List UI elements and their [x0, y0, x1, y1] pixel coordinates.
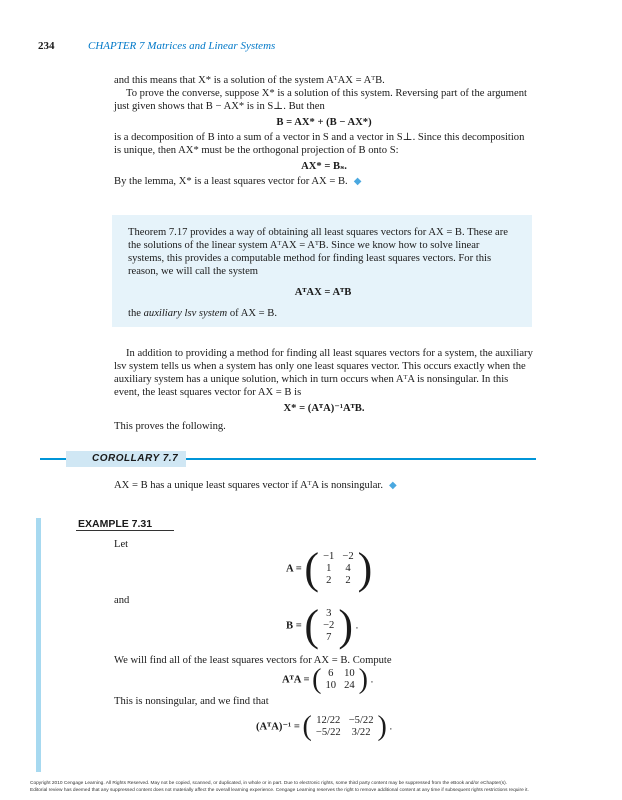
- matrix-B-label: B =: [286, 620, 302, 632]
- after-text-2: This proves the following.: [114, 421, 226, 432]
- matrix-ATA-block: AᵀA = ( 6 10 10 24 ) .: [282, 664, 374, 695]
- corollary-statement: [114, 479, 534, 492]
- note-equation: AᵀAX = AᵀB: [294, 287, 352, 298]
- proof-line-2: To prove the converse, suppose X* is a solution of this system. Reversing part of the argument just given shows that B − AX* is in S⊥. But then: [114, 88, 527, 112]
- matrix-inverse-entry: 3/22: [351, 727, 371, 738]
- matrix-ATA-entry: 10: [325, 680, 337, 691]
- corollary-bar: [40, 451, 536, 467]
- note-text-2: [128, 307, 518, 320]
- matrix-A-entry: −1: [323, 551, 335, 562]
- footer-line-1: Copyright 2010 Cengage Learning. All Rights Reserved. May not be copied, scanned, or duplicated, in whole or in part. Due to electronic rights, some third party content may be suppressed from the eBook and/or eChapter(s).: [30, 781, 508, 786]
- matrix-ATA-entry: 10: [344, 668, 355, 679]
- corollary-rule-left: [40, 458, 66, 460]
- matrix-B-row: [319, 608, 338, 620]
- note-text-2-suffix: of AX = B.: [229, 308, 278, 319]
- footer-line-2: Editorial review has deemed that any suppressed content does not materially affect the overall learning experience. Cengage Learning reserves the right to remove additional content at any time if subsequent rights restrictions require it.: [30, 788, 529, 793]
- matrix-ATA: ( 6 10 10 24 ): [312, 664, 368, 695]
- after-text-1: In addition to providing a method for finding all least squares vectors for a system, the auxiliary lsv system tells us when a system has only one least squares vector. This occurs exactly when the auxiliary system has a unique solution, which in turn occurs when AᵀA is nonsingular. In this event, the least squares vector for AX = B is: [114, 348, 533, 398]
- proof-line-4-text: By the lemma, X* is a least squares vector for AX = B.: [114, 176, 348, 187]
- matrix-inverse-entry: 12/22: [316, 715, 341, 726]
- matrix-inverse: ( 12/22 −5/22 −5/22 3/22 ): [302, 711, 387, 742]
- proof-block: [114, 74, 534, 188]
- matrix-ATA-entry: 24: [344, 680, 355, 691]
- page-header: [38, 40, 622, 58]
- matrix-A-entry: 1: [326, 563, 332, 574]
- matrix-B-entry: −2: [323, 620, 335, 631]
- matrix-A-entry: 2: [345, 575, 351, 586]
- matrix-inverse-block: (AᵀA)⁻¹ = ( 12/22 −5/22 −5/22 3/22 ) .: [256, 711, 393, 742]
- example-and: and: [114, 595, 130, 606]
- matrix-A-entry: 4: [345, 563, 351, 574]
- matrix-inverse-label: (AᵀA)⁻¹ =: [256, 721, 300, 733]
- matrix-A-label: A =: [286, 563, 302, 575]
- matrix-B-entry: 7: [326, 632, 332, 643]
- matrix-A-row: [319, 575, 358, 587]
- matrix-A-entry: 2: [326, 575, 332, 586]
- matrix-ATA-row: [321, 668, 358, 680]
- matrix-ATA-label: AᵀA =: [282, 674, 310, 686]
- example-side-bar: [36, 518, 41, 772]
- equation-decomposition: B = AX* + (B − AX*): [276, 117, 372, 128]
- matrix-ATA-row: [321, 680, 358, 692]
- matrix-B-row: [319, 620, 338, 632]
- matrix-inverse-entry: −5/22: [348, 715, 374, 726]
- note-box: [112, 215, 532, 327]
- matrix-B-block: B = ( 3 −2 7 ) .: [286, 601, 359, 650]
- matrix-A-block: [286, 544, 373, 593]
- corollary-text: AX = B has a unique least squares vector if AᵀA is nonsingular.: [114, 480, 384, 491]
- note-term: auxiliary lsv system: [143, 308, 228, 319]
- matrix-B-row: [319, 632, 338, 644]
- matrix-B-entry: 3: [326, 608, 332, 619]
- end-of-proof-icon: ◆: [353, 176, 362, 187]
- corollary-label: COROLLARY 7.7: [92, 453, 179, 464]
- equation-projection: AX* = Bₛ.: [301, 161, 347, 172]
- page-number: 234: [38, 40, 55, 52]
- chapter-title: CHAPTER 7 Matrices and Linear Systems: [88, 40, 276, 52]
- proof-line-4: [114, 175, 534, 188]
- example-label-underline: [76, 530, 174, 531]
- note-text-1: Theorem 7.17 provides a way of obtaining all least squares vectors for AX = B. These are the solutions of the linear system AᵀAX = AᵀB. Since we know how to solve linear systems, this provides a computable method for finding least squares vectors. For this reason, we will call the system: [128, 227, 508, 277]
- proof-line-3: is a decomposition of B into a sum of a vector in S and a vector in S⊥. Since this decomposition is unique, then AX* must be the orthogonal projection of B onto S:: [114, 132, 525, 156]
- matrix-A: ( −1 −2 1 4 2 2 ): [304, 544, 373, 593]
- copyright-footer: [30, 780, 600, 794]
- note-text-2-prefix: the: [128, 308, 141, 319]
- matrix-ATA-entry: 6: [328, 668, 334, 679]
- matrix-A-entry: −2: [342, 551, 354, 562]
- matrix-inverse-entry: −5/22: [315, 727, 341, 738]
- proof-line-1: and this means that X* is a solution of the system AᵀAX = AᵀB.: [114, 75, 385, 86]
- matrix-inverse-row: [312, 727, 378, 739]
- corollary-rule-right: [186, 458, 536, 460]
- example-label: EXAMPLE 7.31: [78, 518, 153, 530]
- example-let: Let: [114, 539, 129, 550]
- example-compute: We will find all of the least squares vectors for AX = B. Compute: [114, 655, 392, 666]
- example-nonsingular: This is nonsingular, and we find that: [114, 696, 269, 707]
- matrix-A-row: [319, 563, 358, 575]
- matrix-inverse-row: [312, 715, 378, 727]
- end-of-corollary-icon: ◆: [389, 480, 397, 491]
- after-note-block: [114, 347, 534, 433]
- matrix-B: ( 3 −2 7 ): [304, 601, 354, 650]
- least-squares-equation: X* = (AᵀA)⁻¹AᵀB.: [283, 403, 365, 414]
- matrix-A-row: [319, 551, 358, 563]
